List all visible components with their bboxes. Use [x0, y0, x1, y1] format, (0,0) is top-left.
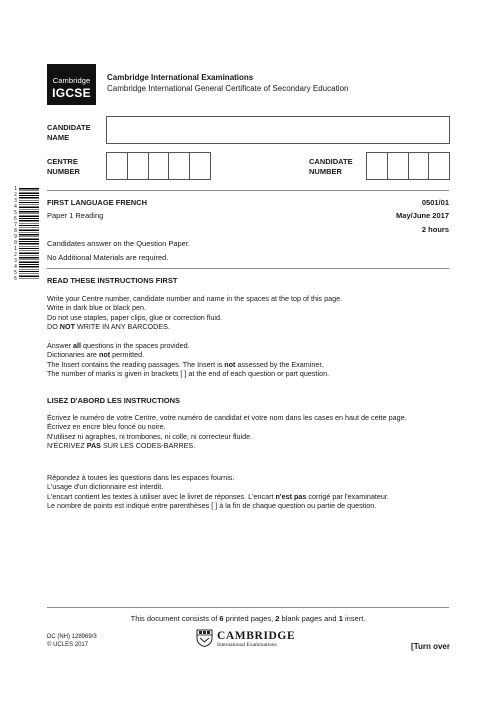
subject-title: FIRST LANGUAGE FRENCH: [47, 198, 147, 207]
barcode: [19, 188, 39, 280]
candidate-number-label: CANDIDATE NUMBER: [309, 157, 353, 176]
exam-code: 0501/01: [421, 198, 449, 207]
paper-title: Paper 1 Reading: [47, 211, 104, 220]
digit-cell: [189, 153, 190, 179]
digit-cell: [408, 153, 409, 179]
no-barcode-line-en: DO NOT WRITE IN ANY BARCODES.: [47, 322, 170, 332]
logo-line1: Cambridge: [52, 76, 91, 85]
copyright: © UCLES 2017: [47, 642, 89, 648]
crest-icon: [196, 629, 213, 647]
materials-line-2: No Additional Materials are required.: [47, 253, 169, 262]
instructions-block-fr-1: Écrivez le numéro de votre Centre, votre numéro de candidat et votre nom dans les cases en haut de cette page. Écrivez en encre bleu foncé ou noire. N'utilisez ni agraphes, ni trombones, ni colle, ni correcteur fluide. N'ÉCRIVEZ PAS SUR LES CODES-BARRES.: [47, 413, 407, 451]
document-code: DC (NH) 128969/3: [47, 634, 97, 640]
exam-duration: 2 hours: [421, 225, 449, 234]
instructions-block-fr-2: Répondez à toutes les questions dans les espaces fournis. L'usage d'un dictionnaire est interdit. L'encart contient les textes à utiliser avec le livret de réponses. L'encart n'est pas corrigé par l'examinateur. Le nombre de points est indiqué entre parenthèses [ ] à la fin de chaque question ou partie de question.: [47, 473, 389, 511]
turn-over: [Turn over: [411, 642, 450, 651]
centre-number-label: CENTRE NUMBER: [47, 157, 80, 176]
instructions-heading-en: READ THESE INSTRUCTIONS FIRST: [47, 276, 178, 285]
candidate-name-label: CANDIDATE NAME: [47, 123, 91, 142]
digit-cell: [148, 153, 149, 179]
page-count-line: This document consists of 6 printed pages, 2 blank pages and 1 insert.: [130, 614, 366, 623]
barcode-number: 1234567890123456: [14, 186, 18, 282]
divider: [47, 190, 449, 191]
digit-cell: [168, 153, 169, 179]
logo-line2: IGCSE: [52, 86, 91, 100]
org-name: Cambridge International Examinations: [107, 73, 254, 82]
digit-cell: [428, 153, 429, 179]
instructions-heading-fr: LISEZ D'ABORD LES INSTRUCTIONS: [47, 396, 181, 405]
centre-number-field[interactable]: [106, 152, 211, 180]
digit-cell: [387, 153, 388, 179]
cambridge-wordmark: CAMBRIDGE: [217, 630, 296, 642]
cambridge-subtitle: International Examinations: [217, 642, 277, 648]
exam-session: May/June 2017: [396, 211, 449, 220]
cambridge-logo: [196, 629, 296, 653]
document-code-block: [47, 633, 97, 649]
divider: [47, 268, 449, 269]
cambridge-igcse-logo: [47, 64, 96, 105]
divider: [47, 607, 449, 608]
candidate-number-field[interactable]: [366, 152, 450, 180]
instructions-block-en-1: Write your Centre number, candidate number and name in the spaces at the top of this page. Write in dark blue or black pen. Do not use staples, paper clips, glue or correction fluid. DO NOT WRITE IN ANY BARCODES.: [47, 294, 482, 332]
digit-cell: [127, 153, 128, 179]
candidate-name-field[interactable]: [106, 116, 450, 144]
org-subtitle: Cambridge International General Certificate of Secondary Education: [107, 84, 349, 93]
instructions-block-en-2: Answer all questions in the spaces provided. Dictionaries are not permitted. The Insert contains the reading passages. The Insert is not assessed by the Examiner. The number of marks is given in brackets [ ] at the end of each question or part question.: [47, 341, 330, 379]
materials-line-1: Candidates answer on the Question Paper.: [47, 239, 191, 248]
